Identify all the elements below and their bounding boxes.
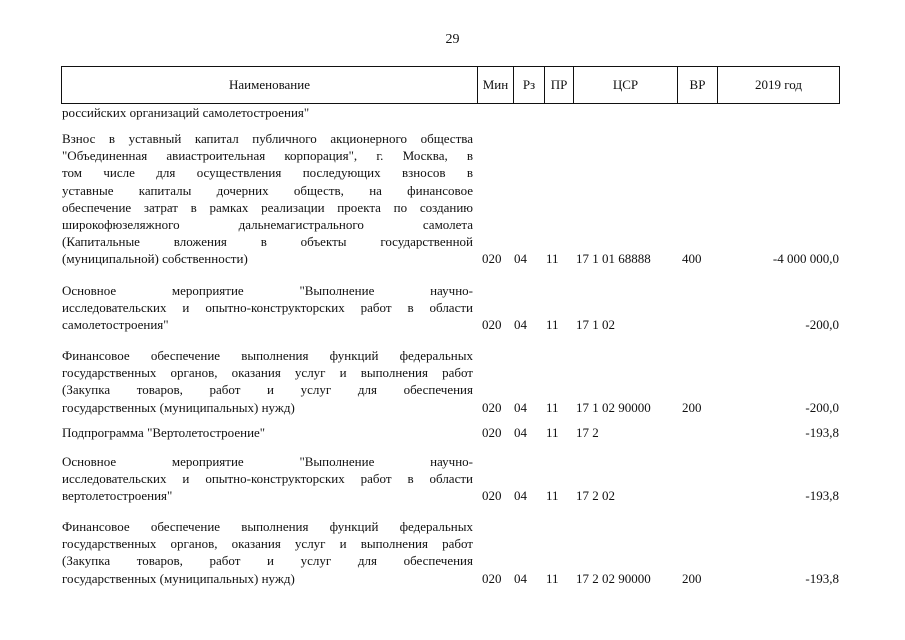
row-name-line: (муниципальной) собственности) bbox=[62, 251, 248, 267]
row-sum: -4 000 000,0 bbox=[772, 251, 839, 267]
row-name-line: (Капитальные вложения в объекты государственной bbox=[62, 234, 473, 250]
row-vr: 200 bbox=[682, 399, 702, 415]
row-csr: 17 1 02 90000 bbox=[576, 399, 651, 415]
header-pr: ПР bbox=[544, 67, 573, 103]
header-min: Мин bbox=[477, 67, 513, 103]
row-name-line: (Закупка товаров, работ и услуг для обеспечения bbox=[62, 382, 473, 398]
row-name-line: государственных органов, оказания услуг и выполнения работ bbox=[62, 365, 473, 381]
row-rz: 04 bbox=[514, 570, 527, 586]
row-name-line: Основное мероприятие "Выполнение научно- bbox=[62, 454, 473, 469]
row-name-line: широкофюзеляжного дальнемагистрального самолета bbox=[62, 217, 473, 233]
header-rz: Рз bbox=[513, 67, 544, 103]
row-pr: 11 bbox=[546, 317, 559, 333]
row-csr: 17 1 02 bbox=[576, 317, 615, 333]
row-vr: 200 bbox=[682, 570, 702, 586]
row-vr: 400 bbox=[682, 251, 702, 267]
row-name-line: государственных органов, оказания услуг и выполнения работ bbox=[62, 536, 473, 552]
table-header bbox=[61, 66, 840, 104]
header-vr: ВР bbox=[677, 67, 717, 103]
row-name-line: исследовательских и опытно-конструкторских работ в области bbox=[62, 300, 473, 316]
row-name-line: Основное мероприятие "Выполнение научно- bbox=[62, 283, 473, 298]
row-rz: 04 bbox=[514, 399, 527, 415]
row-name-line: Подпрограмма "Вертолетостроение" bbox=[62, 425, 266, 440]
row-name-line: том числе для осуществления последующих взносов в bbox=[62, 165, 473, 181]
row-name-line: государственных (муниципальных) нужд) bbox=[62, 570, 295, 586]
row-name bbox=[62, 130, 473, 268]
row-name bbox=[62, 282, 473, 334]
row-name bbox=[62, 104, 473, 121]
row-pr: 11 bbox=[546, 251, 559, 267]
row-sum: -193,8 bbox=[805, 488, 839, 504]
row-csr: 17 1 01 68888 bbox=[576, 251, 651, 267]
row-pr: 11 bbox=[546, 488, 559, 504]
row-sum: -200,0 bbox=[805, 399, 839, 415]
row-name bbox=[62, 453, 473, 505]
header-year: 2019 год bbox=[717, 67, 839, 103]
row-name-line: Финансовое обеспечение выполнения функций федеральных bbox=[62, 348, 473, 363]
row-min: 020 bbox=[482, 488, 502, 504]
row-min: 020 bbox=[482, 317, 502, 333]
row-sum: -193,8 bbox=[805, 425, 839, 440]
row-name-line: (Закупка товаров, работ и услуг для обеспечения bbox=[62, 553, 473, 569]
row-name-line: обеспечение затрат в рамках реализации проекта по созданию bbox=[62, 199, 473, 215]
row-name-line: государственных (муниципальных) нужд) bbox=[62, 399, 295, 415]
row-csr: 17 2 02 bbox=[576, 488, 615, 504]
row-name bbox=[62, 424, 473, 441]
row-rz: 04 bbox=[514, 317, 527, 333]
row-csr: 17 2 02 90000 bbox=[576, 570, 651, 586]
row-name bbox=[62, 518, 473, 587]
header-csr: ЦСР bbox=[573, 67, 677, 103]
row-sum: -193,8 bbox=[805, 570, 839, 586]
row-name-line: российских организаций самолетостроения" bbox=[62, 105, 310, 120]
row-sum: -200,0 bbox=[805, 317, 839, 333]
row-pr: 11 bbox=[546, 425, 559, 440]
row-min: 020 bbox=[482, 570, 502, 586]
row-name bbox=[62, 347, 473, 416]
row-name-line: самолетостроения" bbox=[62, 317, 169, 333]
row-name-line: "Объединенная авиастроительная корпорация", г. Москва, в bbox=[62, 148, 473, 164]
row-pr: 11 bbox=[546, 399, 559, 415]
row-name-line: Финансовое обеспечение выполнения функций федеральных bbox=[62, 519, 473, 534]
row-rz: 04 bbox=[514, 425, 527, 440]
row-name-line: Взнос в уставный капитал публичного акционерного общества bbox=[62, 131, 473, 146]
row-min: 020 bbox=[482, 425, 502, 440]
row-csr: 17 2 bbox=[576, 425, 599, 440]
row-name-line: уставные капиталы дочерних обществ, на финансовое bbox=[62, 182, 473, 198]
row-min: 020 bbox=[482, 251, 502, 267]
row-rz: 04 bbox=[514, 488, 527, 504]
row-name-line: вертолетостроения" bbox=[62, 488, 173, 504]
page-number: 29 bbox=[445, 32, 460, 47]
row-rz: 04 bbox=[514, 251, 527, 267]
header-name: Наименование bbox=[229, 77, 310, 92]
row-pr: 11 bbox=[546, 570, 559, 586]
row-name-line: исследовательских и опытно-конструкторских работ в области bbox=[62, 471, 473, 487]
row-min: 020 bbox=[482, 399, 502, 415]
